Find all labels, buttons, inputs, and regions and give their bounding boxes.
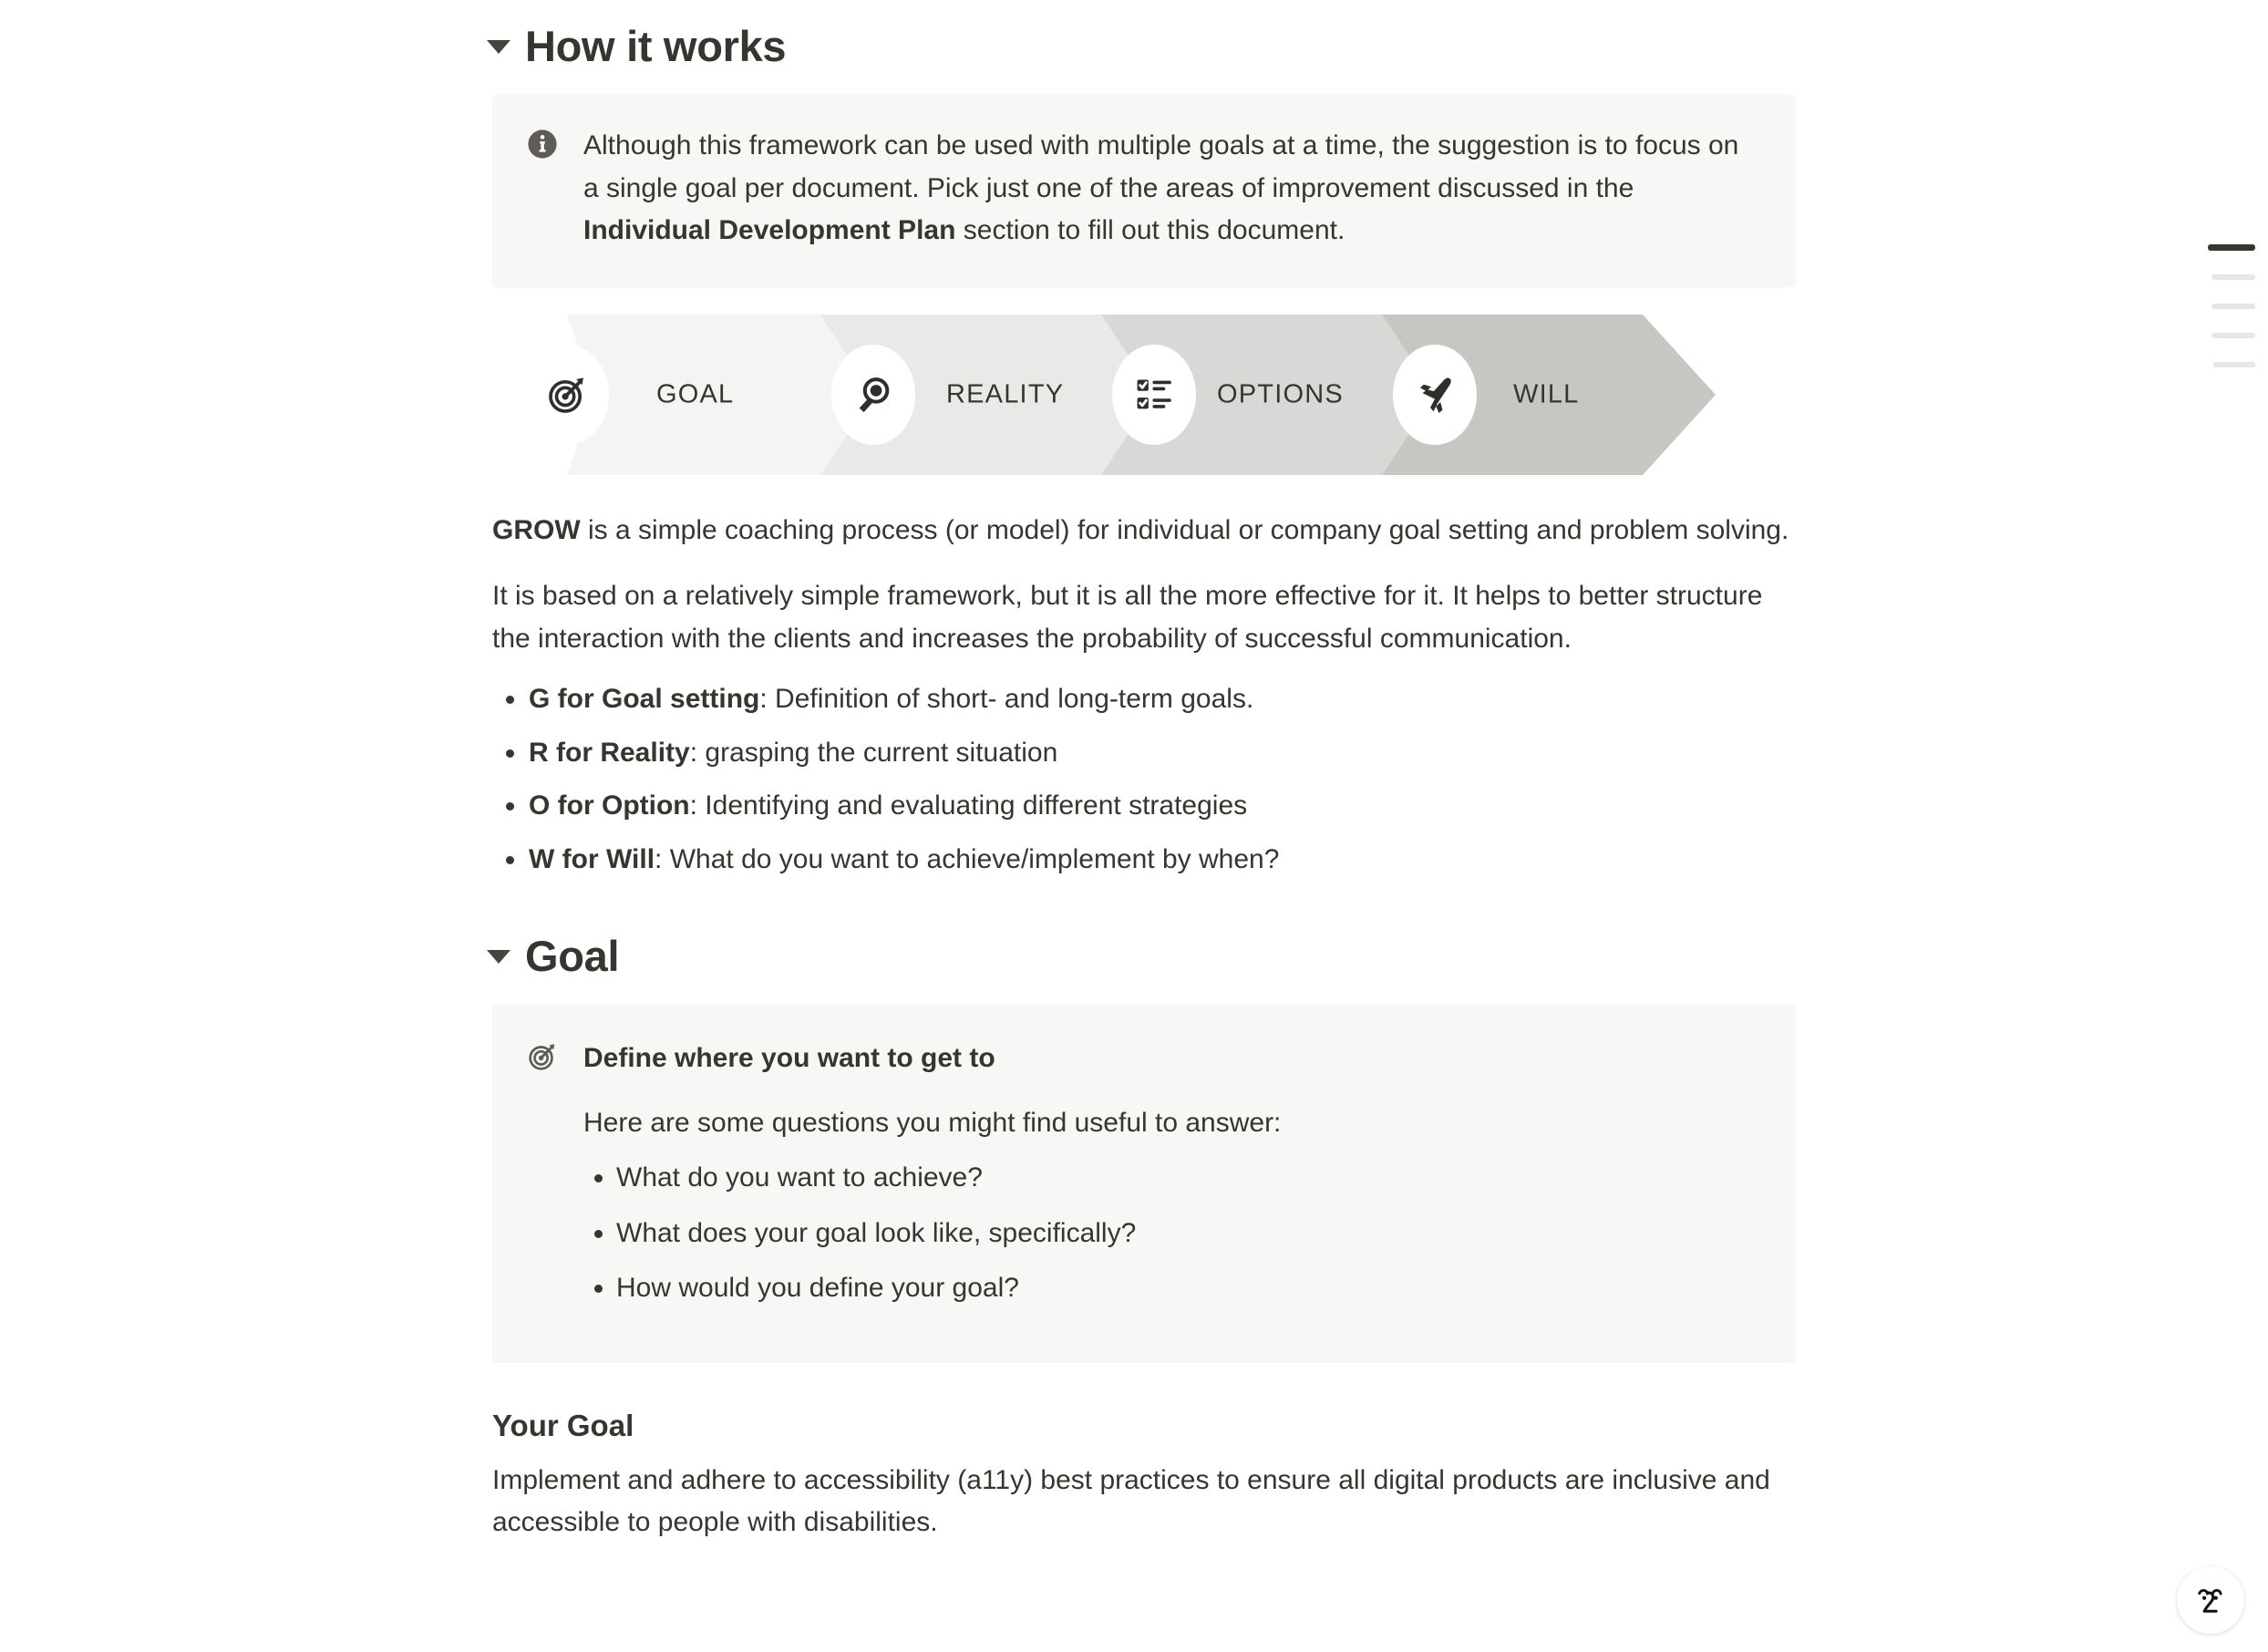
info-callout-text — [583, 125, 1761, 253]
user-avatar-button[interactable] — [2177, 1566, 2244, 1634]
goal-callout-intro: Here are some questions you might find useful to answer: — [583, 1107, 1282, 1138]
grow-label-goal: GOAL — [656, 379, 735, 409]
goal-callout — [492, 1005, 1796, 1363]
chevron-down-triangle-icon[interactable] — [487, 40, 510, 54]
checklist-icon — [1112, 345, 1196, 445]
target-dart-icon — [525, 345, 609, 445]
toc-item-active[interactable] — [2208, 244, 2255, 251]
goal-callout-heading: Define where you want to get to — [583, 1043, 995, 1074]
bullet-3-bold: W for Will — [529, 843, 655, 874]
list-item: What do you want to achieve? — [583, 1157, 1761, 1200]
intro-paragraph-1-rest: is a simple coaching process (or model) for individual or company goal setting and problem solving. — [580, 514, 1789, 545]
list-item: What does your goal look like, specifically? — [583, 1213, 1761, 1255]
grow-label-reality: REALITY — [946, 379, 1065, 409]
toc-item[interactable] — [2213, 362, 2255, 367]
intro-paragraph-2: It is based on a relatively simple framework, but it is all the more effective for it. It helps to better structure the interaction with the clients and increases the probability of successful communication. — [492, 581, 1763, 654]
grow-label-will: WILL — [1513, 379, 1580, 409]
bullet-3-rest: : What do you want to achieve/implement by when? — [655, 843, 1280, 874]
your-goal-block — [492, 1409, 1796, 1544]
table-of-contents-strip[interactable] — [2191, 244, 2255, 367]
info-text-part1: Although this framework can be used with multiple goals at a time, the suggestion is to focus on a single goal per document. Pick just one of the areas of improvement discussed in the — [583, 130, 1739, 203]
bullet-2-bold: O for Option — [529, 790, 690, 821]
info-text-emphasis: Individual Development Plan — [583, 215, 956, 246]
goal-callout-body — [583, 1038, 1761, 1323]
info-circle-icon — [527, 125, 583, 253]
your-goal-heading: Your Goal — [492, 1408, 634, 1442]
info-callout — [492, 94, 1796, 287]
info-text-part2: section to fill out this document. — [955, 215, 1345, 246]
face-glyph-icon — [2190, 1579, 2232, 1621]
list-item — [492, 839, 1796, 882]
target-dart-icon — [527, 1038, 583, 1323]
bullet-0-rest: : Definition of short- and long-term goals. — [759, 684, 1254, 715]
toc-item[interactable] — [2211, 333, 2255, 338]
info-callout-body — [583, 125, 1761, 253]
intro-paragraph-1 — [492, 510, 1796, 552]
section-title-goal: Goal — [525, 932, 620, 981]
list-item: How would you define your goal? — [583, 1267, 1761, 1310]
page-title: How it works — [525, 22, 787, 70]
your-goal-text: Implement and adhere to accessibility (a11y) best practices to ensure all digital products are inclusive and accessible to people with disabilities. — [492, 1464, 1770, 1538]
section-header-how-it-works[interactable] — [487, 22, 1796, 71]
toc-item[interactable] — [2211, 304, 2255, 309]
bullet-2-rest: : Identifying and evaluating different strategies — [689, 790, 1248, 821]
list-item — [492, 785, 1796, 828]
bullet-0-bold: G for Goal setting — [529, 684, 760, 715]
paper-plane-icon — [1393, 345, 1477, 445]
toc-item[interactable] — [2211, 274, 2255, 280]
grow-label-options: OPTIONS — [1217, 379, 1344, 409]
grow-acronym: GROW — [492, 514, 581, 545]
bullet-1-bold: R for Reality — [529, 737, 690, 768]
list-item — [492, 732, 1796, 775]
bullet-1-rest: : grasping the current situation — [689, 737, 1058, 768]
grow-definition-list — [492, 678, 1796, 881]
section-header-goal[interactable] — [487, 932, 1796, 981]
list-item — [492, 678, 1796, 721]
grow-process-diagram — [520, 307, 1732, 482]
goal-question-list — [583, 1157, 1761, 1310]
magnifier-icon — [831, 345, 915, 445]
chevron-down-triangle-icon[interactable] — [487, 950, 510, 964]
document-content-column — [492, 0, 1796, 1559]
